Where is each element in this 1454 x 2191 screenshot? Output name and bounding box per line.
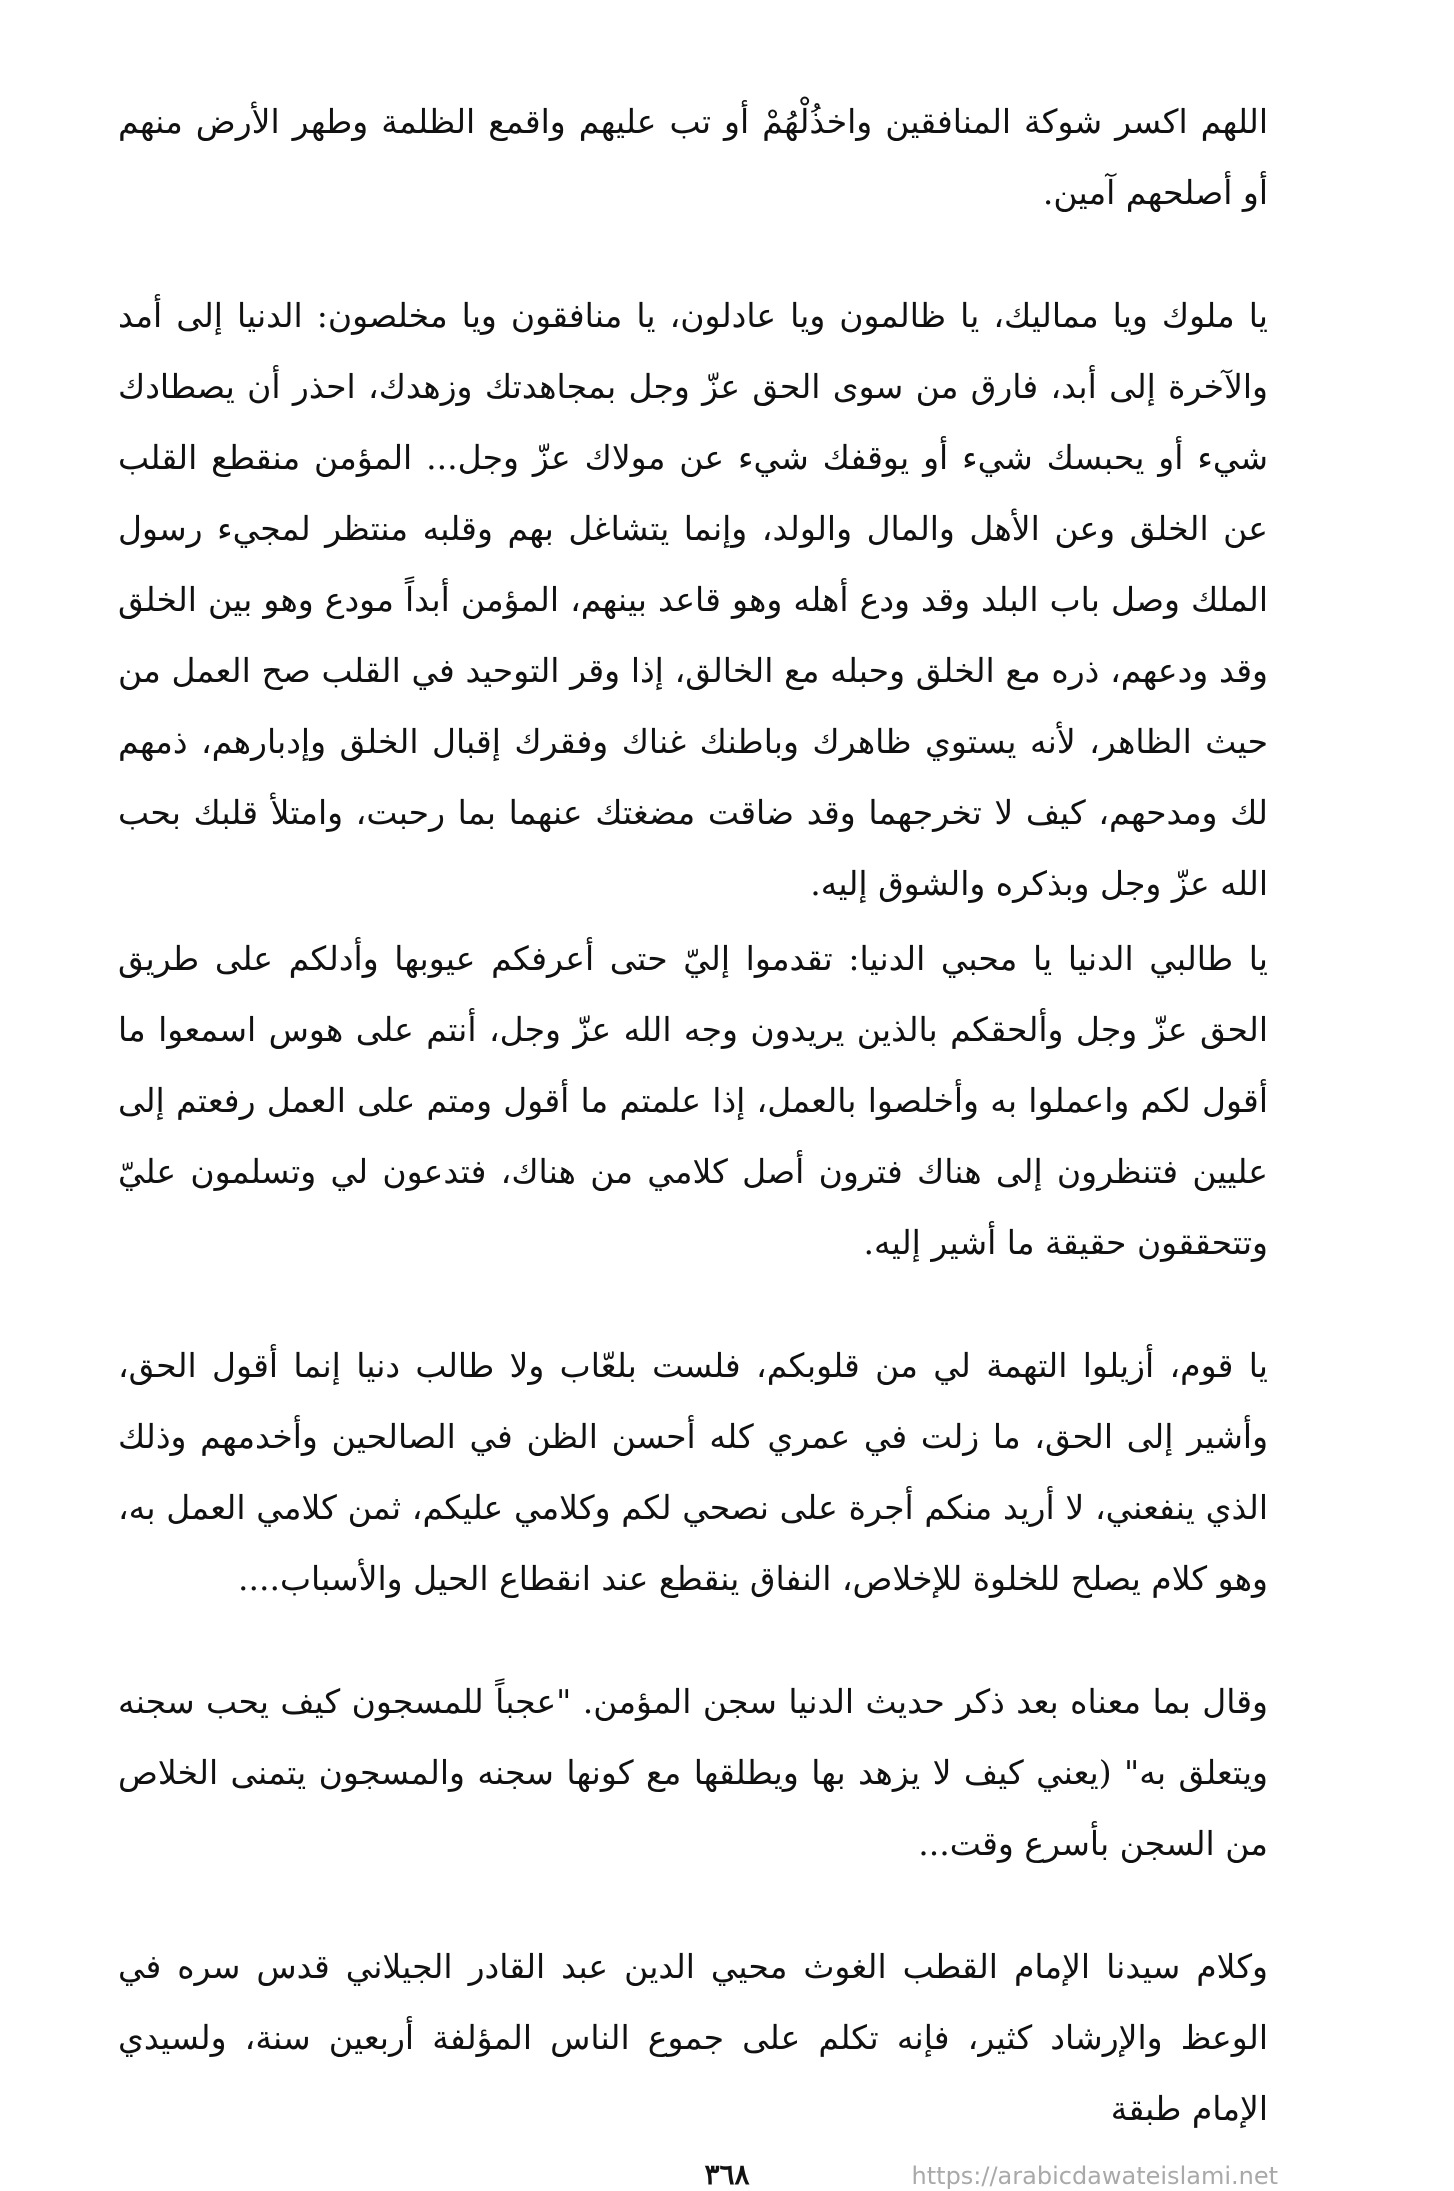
- paragraph-people: يا قوم، أزيلوا التهمة لي من قلوبكم، فلست بلعّاب ولا طالب دنيا إنما أقول الحق، وأشير إلى الحق، ما زلت في عمري كله أحسن الظن في الصالحين وأخدمهم وذلك الذي ينفعني، لا أريد منكم أجرة على نصحي لكم وكلامي عليكم، ثمن كلامي العمل به، وهو كلام يصلح للخلوة للإخلاص، النفاق ينقطع عند انقطاع الحيل والأسباب....: [118, 1346, 1268, 1598]
- page-number: ٣٦٨: [704, 2158, 750, 2191]
- source-url: https://arabicdawateislami.net: [911, 2162, 1278, 2190]
- page-body: [118, 86, 1268, 2144]
- paragraph-seekers: يا طالبي الدنيا يا محبي الدنيا: تقدموا إليّ حتى أعرفكم عيوبها وأدلكم على طريق الحق عزّ وجل وألحقكم بالذين يريدون وجه الله عزّ وجل، أنتم على هوس اسمعوا ما أقول لكم واعملوا به وأخلصوا بالعمل، إذا علمتم ما أقول ومتم على العمل رفعتم إلى عليين فتنظرون إلى هناك فترون أصل كلامي من هناك، فتدعون لي وتسلمون عليّ وتتحققون حقيقة ما أشير إليه.: [118, 939, 1268, 1262]
- paragraph-imam: وكلام سيدنا الإمام القطب الغوث محيي الدين عبد القادر الجيلاني قدس سره في الوعظ والإرشاد كثير، فإنه تكلم على جموع الناس المؤلفة أربعين سنة، ولسيدي الإمام طبقة: [118, 1947, 1268, 2128]
- paragraph-prayer: اللهم اكسر شوكة المنافقين واخذُلْهُمْ أو تب عليهم واقمع الظلمة وطهر الأرض منهم أو أصلحهم آمين.: [118, 102, 1268, 212]
- paragraph-kings: يا ملوك ويا مماليك، يا ظالمون ويا عادلون، يا منافقون ويا مخلصون: الدنيا إلى أمد والآخرة إلى أبد، فارق من سوى الحق عزّ وجل بمجاهدتك وزهدك، احذر أن يصطادك شيء أو يحبسك شيء أو يوقفك شيء عن مولاك عزّ وجل... المؤمن منقطع القلب عن الخلق وعن الأهل والمال والولد، وإنما يتشاغل بهم وقلبه منتظر لمجيء رسول الملك وصل باب البلد وقد ودع أهله وهو قاعد بينهم، المؤمن أبداً مودع وهو بين الخلق وقد ودعهم، ذره مع الخلق وحبله مع الخالق، إذا وقر التوحيد في القلب صح العمل من حيث الظاهر، لأنه يستوي ظاهرك وباطنك غناك وفقرك إقبال الخلق وإدبارهم، ذمهم لك ومدحهم، كيف لا تخرجهما وقد ضاقت مضغتك عنهما بما رحبت، وامتلأ قلبك بحب الله عزّ وجل وبذكره والشوق إليه.: [118, 296, 1268, 903]
- paragraph-hadith: وقال بما معناه بعد ذكر حديث الدنيا سجن المؤمن. "عجباً للمسجون كيف يحب سجنه ويتعلق به" (يعني كيف لا يزهد بها ويطلقها مع كونها سجنه والمسجون يتمنى الخلاص من السجن بأسرع وقت...: [118, 1682, 1268, 1863]
